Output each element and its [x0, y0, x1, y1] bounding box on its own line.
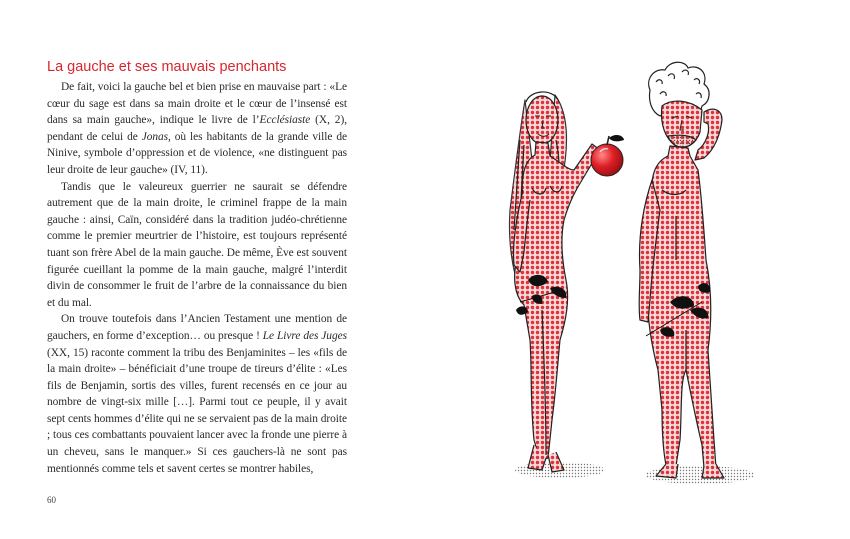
paragraph	[47, 79, 347, 179]
section-heading: La gauche et ses mauvais penchants	[47, 59, 287, 75]
text-run: (XX, 15) raconte comment la tribu des Benjaminites – les «fils de la main droite» – bénéficiait d’une troupe de tireurs d’élite : «Les fils de Benjamin, sortis des villes, furent recensés en ce jour au nombre de vingt-six mille […]. Parmi tout ce peuple, il y avait sept cents hommes d’élite qui ne se servaient pas de la main droite ; tous ces combattants pouvaient lancer avec la fronde une pierre à un cheveu, sans le manquer.» Si ces gauchers-là ne sont pas mentionnés comme tels et savent certes se montrer habiles,	[47, 346, 347, 475]
adam-and-eve-icon	[490, 40, 790, 500]
adam-and-eve-illustration	[490, 40, 790, 500]
paragraph	[47, 179, 347, 312]
text-run: , où les habitants de la grande ville de Ninive, symbole d’oppression et de violence, «ne distinguent pas leur droite de leur gauche» (IV, 11).	[47, 130, 347, 176]
text-run: On trouve toutefois dans l’Ancien Testament une mention de gauchers, en forme d’exception… ou presque !	[47, 313, 347, 342]
italic-title: Le Livre des Juges	[262, 329, 347, 342]
page-number: 60	[47, 495, 56, 505]
text-run: (X, 2), pendant de celui de	[47, 114, 347, 143]
body-text	[47, 79, 347, 477]
text-run: Tandis que le valeureux guerrier ne saurait se défendre autrement que de la main droite, le criminel frappe de la main gauche : ainsi, Caïn, considéré dans la tradition judéo-chrétienne comme le premier meurtrier de l’histoire, est toujours représenté tuant son frère Abel de la main gauche. De même, Ève est souvent figurée cueillant la pomme de la main gauche, malgré l’interdit divin de consommer le fruit de l’arbre de la connaissance du bien et du mal.	[47, 180, 347, 309]
italic-title: Jonas	[141, 130, 169, 143]
text-column	[47, 58, 347, 477]
paragraph	[47, 311, 347, 477]
text-run: De fait, voici la gauche bel et bien prise en mauvaise part : «Le cœur du sage est dans sa main droite et le cœur de l’insensé est dans sa main gauche», indique le livre de l’	[47, 81, 347, 127]
italic-title: Ecclésiaste	[259, 114, 311, 127]
